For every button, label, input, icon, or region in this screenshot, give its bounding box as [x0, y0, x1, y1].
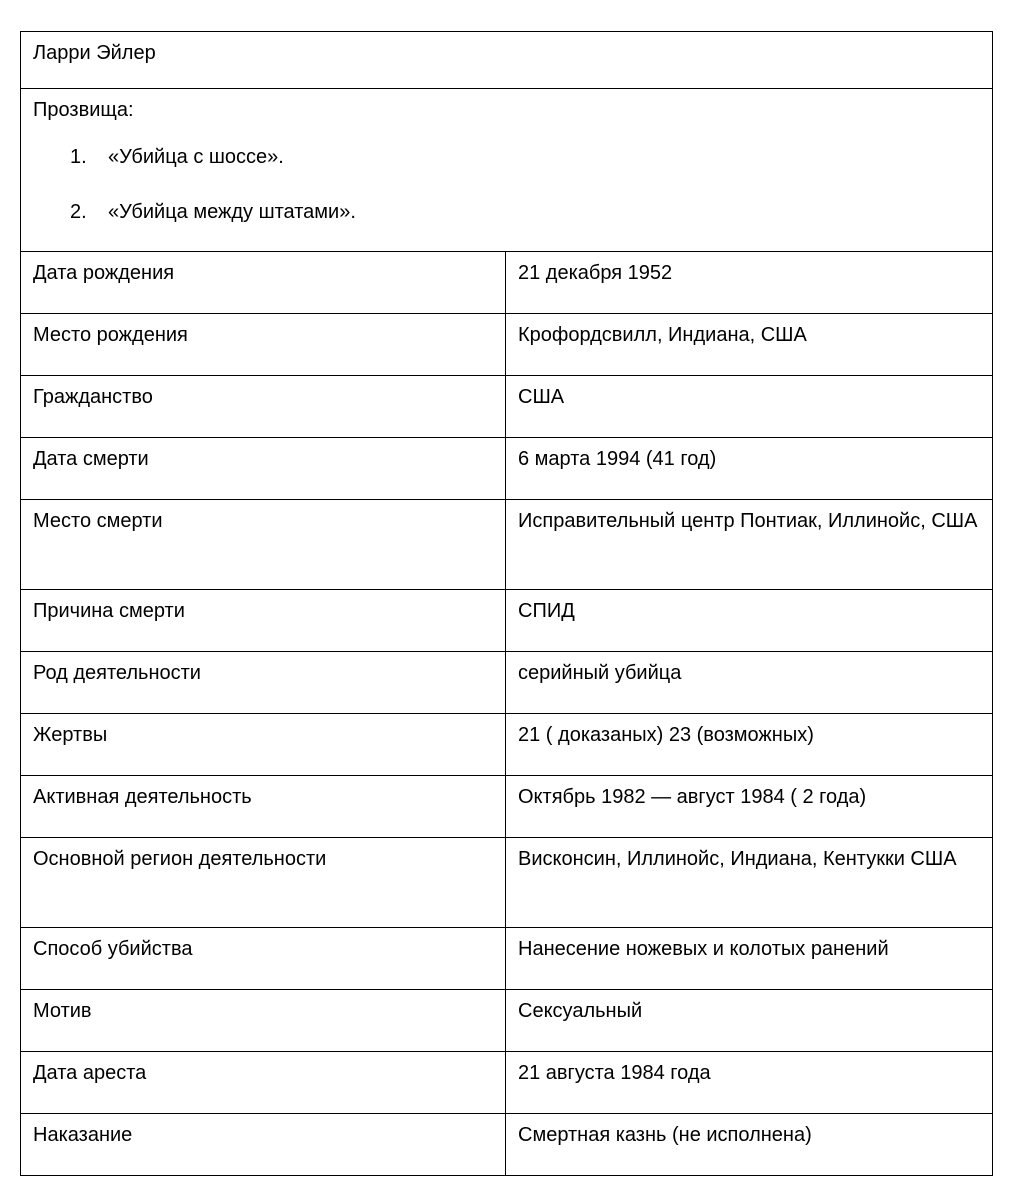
row-label: Род деятельности: [21, 652, 506, 714]
row-label: Дата рождения: [21, 252, 506, 314]
row-label: Способ убийства: [21, 928, 506, 990]
row-value: США: [506, 376, 993, 438]
row-value: 21 ( доказаных) 23 (возможных): [506, 714, 993, 776]
row-label: Место рождения: [21, 314, 506, 376]
name-row: [21, 32, 993, 89]
nickname-text: «Убийца с шоссе».: [108, 146, 284, 168]
row-label: Дата ареста: [21, 1052, 506, 1114]
row-value: серийный убийца: [506, 652, 993, 714]
row-value: Октябрь 1982 — август 1984 ( 2 года): [506, 776, 993, 838]
row-value: Исправительный центр Понтиак, Иллинойс, США: [506, 500, 993, 590]
nicknames-list: [33, 141, 980, 229]
nicknames-heading: Прозвища:: [33, 99, 134, 121]
person-name: Ларри Эйлер: [21, 32, 993, 89]
table-row: [21, 500, 993, 590]
nickname-number: 2.: [70, 201, 87, 223]
row-value: СПИД: [506, 590, 993, 652]
table-row: [21, 376, 993, 438]
row-label: Основной регион деятельности: [21, 838, 506, 928]
nickname-number: 1.: [70, 146, 87, 168]
row-value: Крофордсвилл, Индиана, США: [506, 314, 993, 376]
row-label: Мотив: [21, 990, 506, 1052]
row-value: 21 декабря 1952: [506, 252, 993, 314]
row-label: Дата смерти: [21, 438, 506, 500]
row-label: Причина смерти: [21, 590, 506, 652]
table-row: [21, 928, 993, 990]
row-value: 21 августа 1984 года: [506, 1052, 993, 1114]
table-row: [21, 776, 993, 838]
table-row: [21, 1052, 993, 1114]
row-value: 6 марта 1994 (41 год): [506, 438, 993, 500]
row-label: Место смерти: [21, 500, 506, 590]
table-row: [21, 252, 993, 314]
row-value: Нанесение ножевых и колотых ранений: [506, 928, 993, 990]
row-label: Жертвы: [21, 714, 506, 776]
table-row: [21, 838, 993, 928]
row-label: Наказание: [21, 1114, 506, 1176]
table-row: [21, 652, 993, 714]
row-value: Смертная казнь (не исполнена): [506, 1114, 993, 1176]
row-value: Висконсин, Иллинойс, Индиана, Кентукки США: [506, 838, 993, 928]
info-table: [20, 31, 993, 1176]
table-row: [21, 590, 993, 652]
table-row: [21, 314, 993, 376]
table-row: [21, 714, 993, 776]
row-label: Гражданство: [21, 376, 506, 438]
table-row: [21, 990, 993, 1052]
nicknames-row: [21, 89, 993, 252]
nickname-text: «Убийца между штатами».: [108, 201, 356, 223]
table-row: [21, 438, 993, 500]
row-value: Сексуальный: [506, 990, 993, 1052]
nicknames-cell: [21, 89, 993, 252]
table-row: [21, 1114, 993, 1176]
nickname-item: [33, 141, 980, 174]
nickname-item: [33, 196, 980, 229]
row-label: Активная деятельность: [21, 776, 506, 838]
